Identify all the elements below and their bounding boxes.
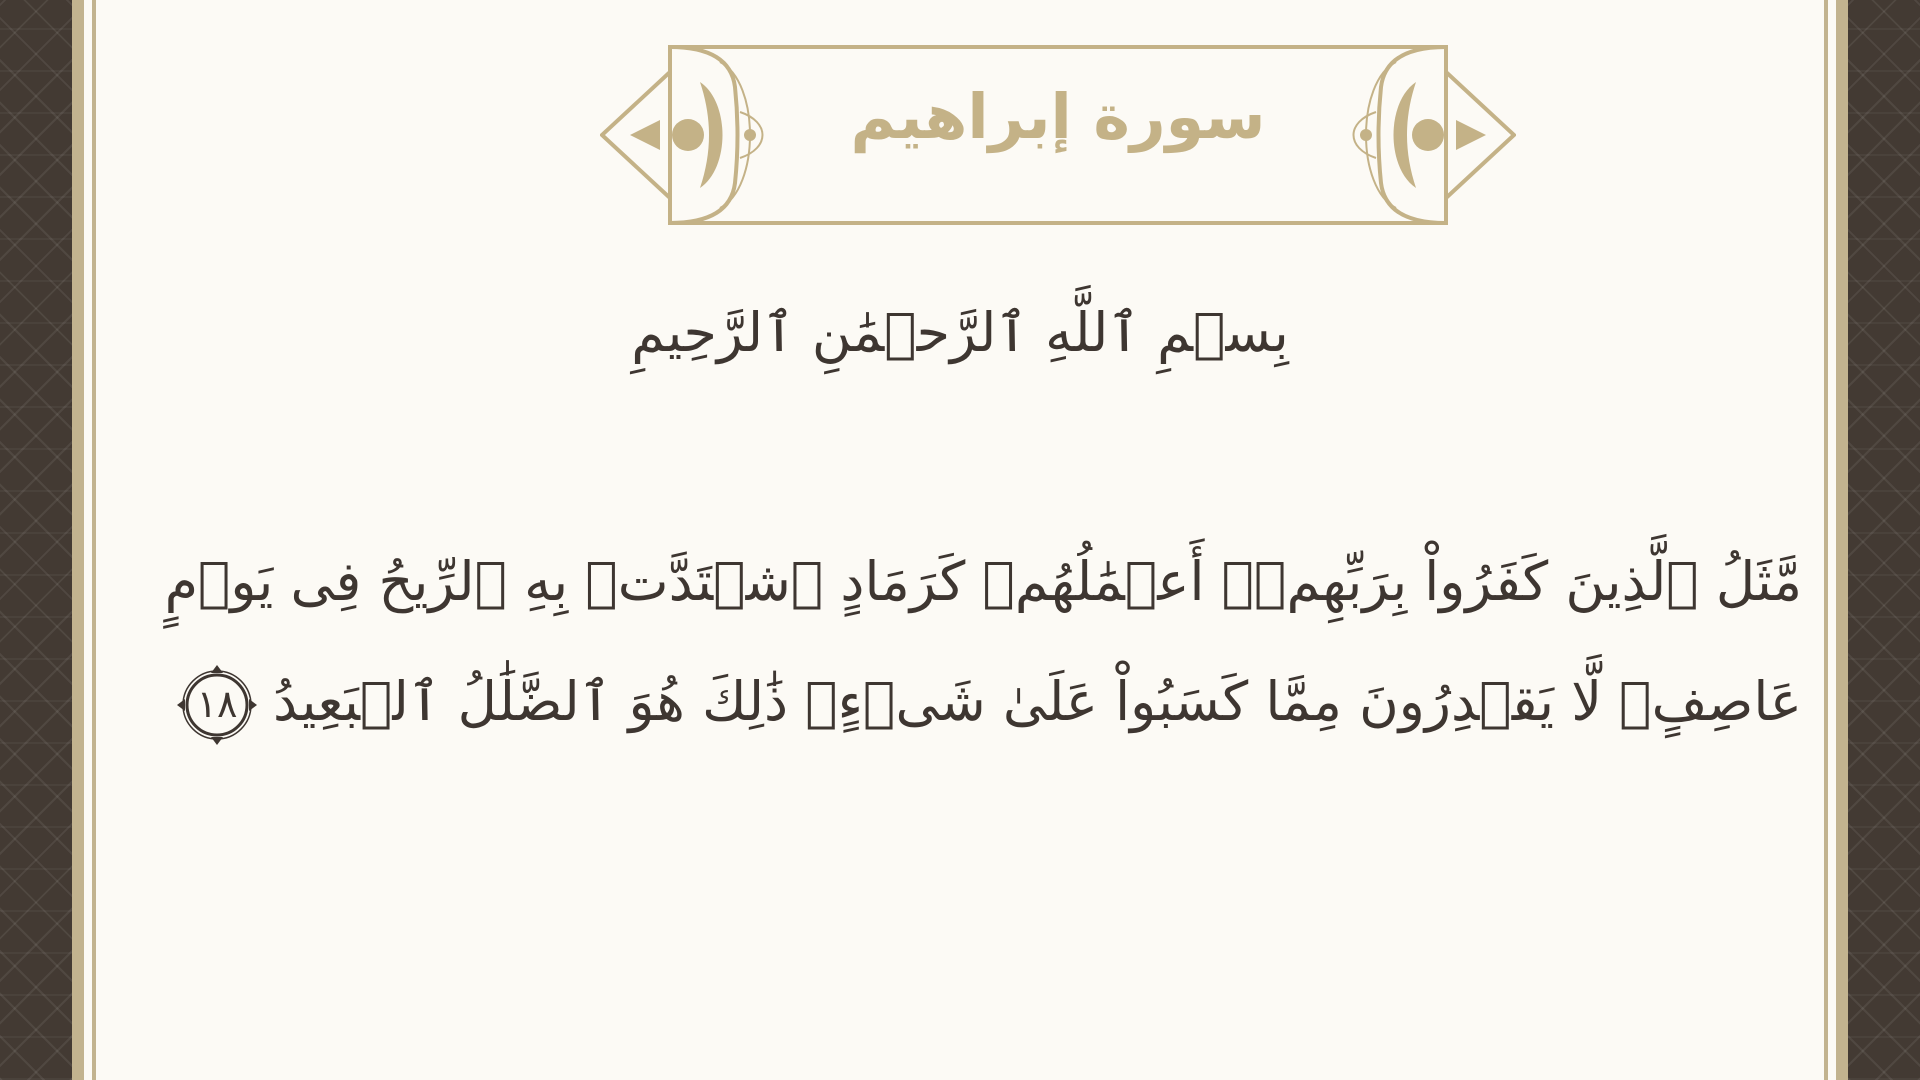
right-border-gap xyxy=(1828,0,1836,1080)
verse-line-2 xyxy=(96,642,1802,762)
right-border-pattern xyxy=(1848,0,1920,1080)
verse-line-2-text: عَاصِفٍۖ لَّا يَقۡدِرُونَ مِمَّا كَسَبُواْ عَلَىٰ شَىۡءٍۚ ذَٰلِكَ هُوَ ٱلضَّلَٰلُ ٱلۡبَعِيدُ xyxy=(273,670,1802,733)
verse-text xyxy=(96,522,1802,762)
ayah-number: ١٨ xyxy=(196,682,238,727)
mushaf-page xyxy=(96,0,1824,1080)
verse-line-1: مَّثَلُ ٱلَّذِينَ كَفَرُواْ بِرَبِّهِمۡۖ أَعۡمَٰلُهُمۡ كَرَمَادٍ ٱشۡتَدَّتۡ بِهِ ٱلرِّيحُ فِى يَوۡمٍ xyxy=(164,550,1802,613)
left-border-gap xyxy=(84,0,92,1080)
surah-title: سورة إبراهيم xyxy=(850,80,1266,153)
ayah-number-marker xyxy=(177,665,257,745)
surah-title-frame xyxy=(600,42,1516,228)
basmala: بِسۡمِ ٱللَّهِ ٱلرَّحۡمَٰنِ ٱلرَّحِيمِ xyxy=(631,301,1289,364)
left-border-pattern xyxy=(0,0,72,1080)
